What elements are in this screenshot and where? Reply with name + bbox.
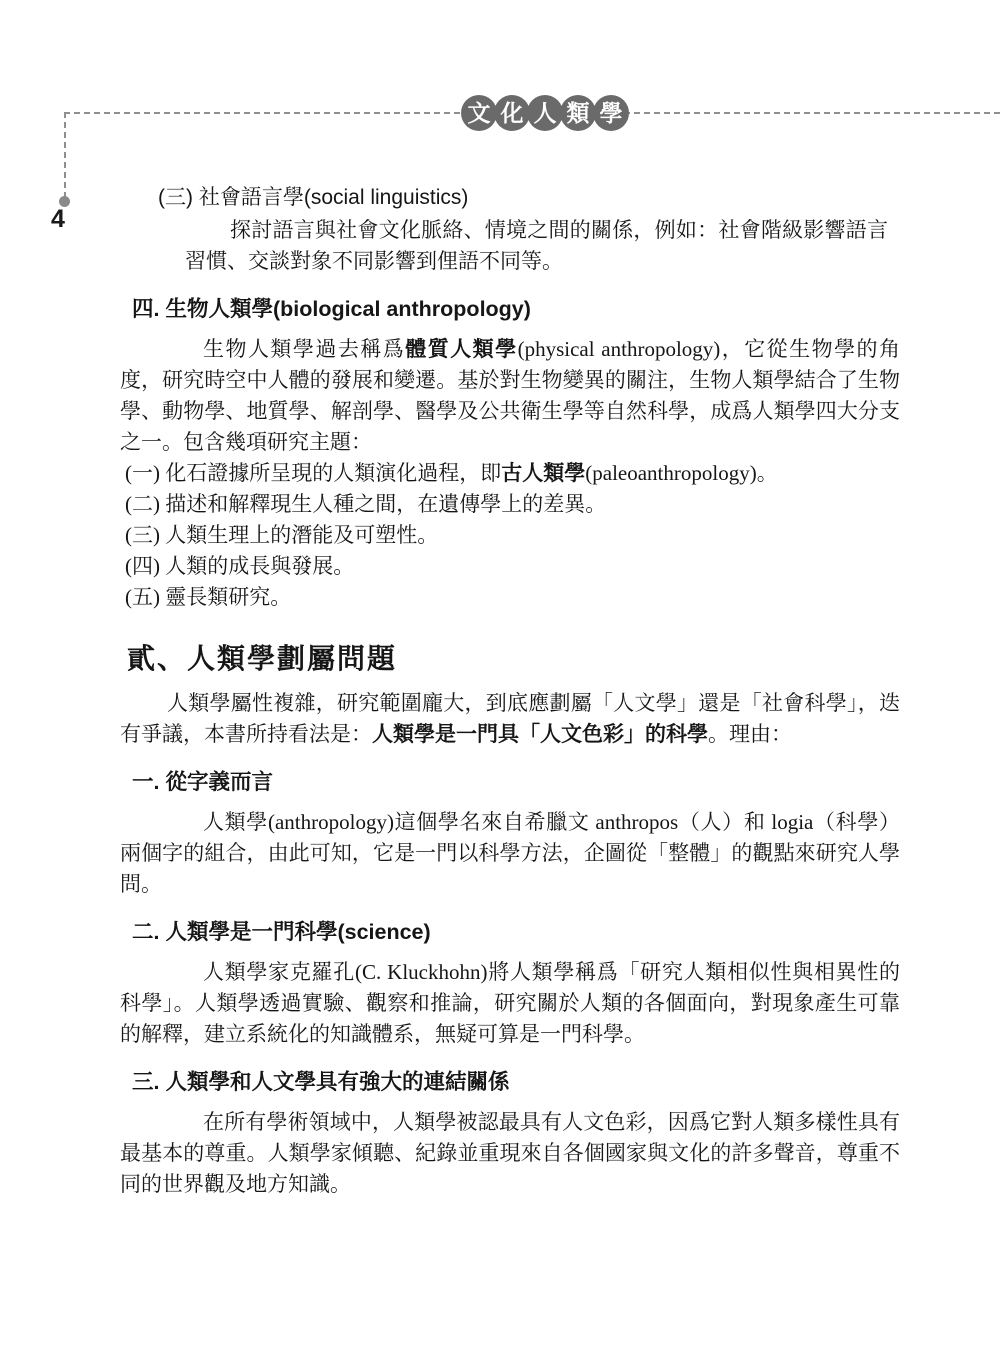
list-item-text: (二) 描述和解釋現生人種之間，在遺傳學上的差異。 [125,492,607,516]
title-char-circle: 化 [494,95,530,131]
sub-section [120,917,900,1050]
bold-term: 體質人類學 [405,338,518,361]
paragraph-text: 。理由： [708,722,792,746]
bold-term: 古人類學 [501,462,586,485]
bold-statement: 人類學是一門具「人文色彩」的科學 [372,723,708,746]
title-char-circle: 人 [527,95,563,131]
margin-dashed-line [64,112,66,198]
list-item [125,489,900,520]
sub-section-paragraph: 在所有學術領域中，人類學被認最具有人文色彩，因爲它對人類多樣性具有最基本的尊重。人類學家傾聽、紀錄並重現來自各個國家與文化的許多聲音，尊重不同的世界觀及地方知識。 [120,1110,900,1196]
list-item-text: (三) 人類生理上的潛能及可塑性。 [125,523,439,547]
list-item-text: (五) 靈長類研究。 [125,585,292,609]
paragraph-biological-anthropology [120,334,900,458]
list-item [125,582,900,613]
paragraph-text: 生物人類學過去稱爲 [203,337,406,361]
page-number: 4 [51,205,65,233]
sub-section-heading-science: 二. 人類學是一門科學(science) [132,920,431,944]
list-item [125,520,900,551]
paragraph-text: (physical anthropology)，它從生物學的角度，研究時空中人體的發展和變遷。基於對生物變異的關注，生物人類學結合了生物學、動物學、地質學、解剖學、醫學及公共衛生學等自然科學，成爲人類學四大分支之一。包含幾項研究主題： [120,337,901,454]
title-char-circle: 文 [461,95,497,131]
sub-section-paragraph: 人類學家克羅孔(C. Kluckhohn)將人類學稱爲「研究人類相似性與相異性的科學」。人類學透過實驗、觀察和推論，研究關於人類的各個面向，對現象產生可靠的解釋，建立系統化的知識體系，無疑可算是一門科學。 [120,960,900,1046]
list-item-text: (四) 人類的成長與發展。 [125,554,355,578]
sub-section [120,767,900,900]
paragraph-section-intro [120,688,900,750]
research-topic-list [125,458,900,613]
sub-section [120,1067,900,1200]
major-section-heading: 貳、人類學劃屬問題 [127,644,398,675]
section-heading-biological-anthropology: 四. 生物人類學(biological anthropology) [132,297,531,321]
list-item-text: (paleoanthropology)。 [585,461,778,485]
book-title-header [461,95,626,131]
list-item [125,551,900,582]
subitem-heading: (三) 社會語言學(social linguistics) [158,186,469,209]
subitem-paragraph: 探討語言與社會文化脈絡、情境之間的關係，例如：社會階級影響語言習慣、交談對象不同影響到俚語不同等。 [185,218,888,273]
list-item-text: (一) 化石證據所呈現的人類演化過程，即 [125,461,502,485]
sub-section-paragraph: 人類學(anthropology)這個學名來自希臘文 anthropos（人）和 logia（科學）兩個字的組合，由此可知，它是一門以科學方法，企圖從「整體」的觀點來研究人學問。 [120,810,900,896]
sub-section-heading-etymology: 一. 從字義而言 [132,770,273,794]
page-content [120,182,900,1200]
paragraph-text: 人類學屬性複雜，研究範圍龐大，到底應劃屬「人文學」還是「社會科學」，迭有爭議，本書所持看法是： [120,691,900,746]
sub-section-heading-humanities-link: 三. 人類學和人文學具有強大的連結關係 [132,1070,510,1094]
list-item [125,458,900,489]
title-char-circle: 學 [593,95,629,131]
title-char-circle: 類 [560,95,596,131]
